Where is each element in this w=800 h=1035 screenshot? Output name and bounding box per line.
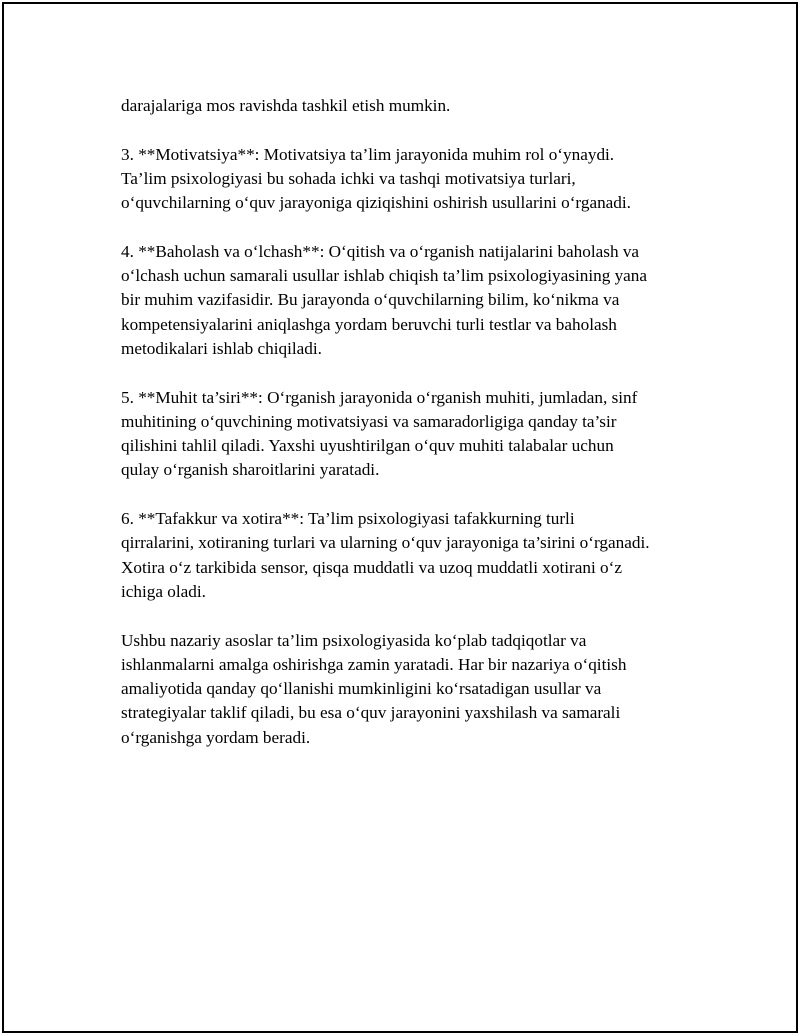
text-line: Xotira o‘z tarkibida sensor, qisqa muddatli va uzoq muddatli xotirani o‘z — [121, 557, 622, 577]
text-line: Ushbu nazariy asoslar ta’lim psixologiyasida ko‘plab tadqiqotlar va — [121, 630, 587, 650]
text-line: o‘quvchilarning o‘quv jarayoniga qiziqishini oshirish usullarini o‘rganadi. — [121, 193, 631, 213]
text-line: ishlanmalarni amalga oshirishga zamin yaratadi. Har bir nazariya o‘qitish — [121, 654, 627, 674]
text-line: muhitining o‘quvchining motivatsiyasi va samaradorligiga qanday ta’sir — [121, 411, 617, 431]
text-line: kompetensiyalarini aniqlashga yordam beruvchi turli testlar va baholash — [121, 314, 617, 334]
text-line: qirralarini, xotiraning turlari va ularning o‘quv jarayoniga ta’sirini o‘rganadi. — [121, 533, 650, 553]
document-body — [121, 94, 701, 774]
text-line: o‘lchash uchun samarali usullar ishlab chiqish ta’lim psixologiyasining yana — [121, 266, 648, 286]
text-line: 5. **Muhit ta’siri**: O‘rganish jarayonida o‘rganish muhiti, jumladan, sinf — [121, 387, 638, 407]
paragraph-baholash — [121, 240, 701, 361]
text-line: bir muhim vazifasidir. Bu jarayonda o‘quvchilarning bilim, ko‘nikma va — [121, 290, 620, 310]
paragraph-continuation — [121, 94, 701, 118]
text-line: qulay o‘rganish sharoitlarini yaratadi. — [121, 460, 380, 480]
text-line: 4. **Baholash va o‘lchash**: O‘qitish va o‘rganish natijalarini baholash va — [121, 241, 640, 261]
text-line: 6. **Tafakkur va xotira**: Ta’lim psixologiyasi tafakkurning turli — [121, 509, 575, 529]
document-page — [2, 2, 798, 1033]
text-line: amaliyotida qanday qo‘llanishi mumkinligini ko‘rsatadigan usullar va — [121, 679, 602, 699]
text-line: metodikalari ishlab chiqiladi. — [121, 338, 322, 358]
text-line: ichiga oladi. — [121, 581, 206, 601]
text-line: qilishini tahlil qiladi. Yaxshi uyushtirilgan o‘quv muhiti talabalar uchun — [121, 436, 614, 456]
text-line: strategiyalar taklif qiladi, bu esa o‘quv jarayonini yaxshilash va samarali — [121, 703, 621, 723]
text-line: darajalariga mos ravishda tashkil etish mumkin. — [121, 96, 451, 115]
text-line: 3. **Motivatsiya**: Motivatsiya ta’lim jarayonida muhim rol o‘ynaydi. — [121, 144, 615, 164]
paragraph-motivatsiya — [121, 143, 701, 216]
text-line: Ta’lim psixologiyasi bu sohada ichki va tashqi motivatsiya turlari, — [121, 168, 576, 188]
text-line: o‘rganishga yordam beradi. — [121, 727, 311, 747]
paragraph-tafakkur — [121, 507, 701, 604]
paragraph-muhit — [121, 386, 701, 483]
paragraph-conclusion — [121, 629, 701, 750]
